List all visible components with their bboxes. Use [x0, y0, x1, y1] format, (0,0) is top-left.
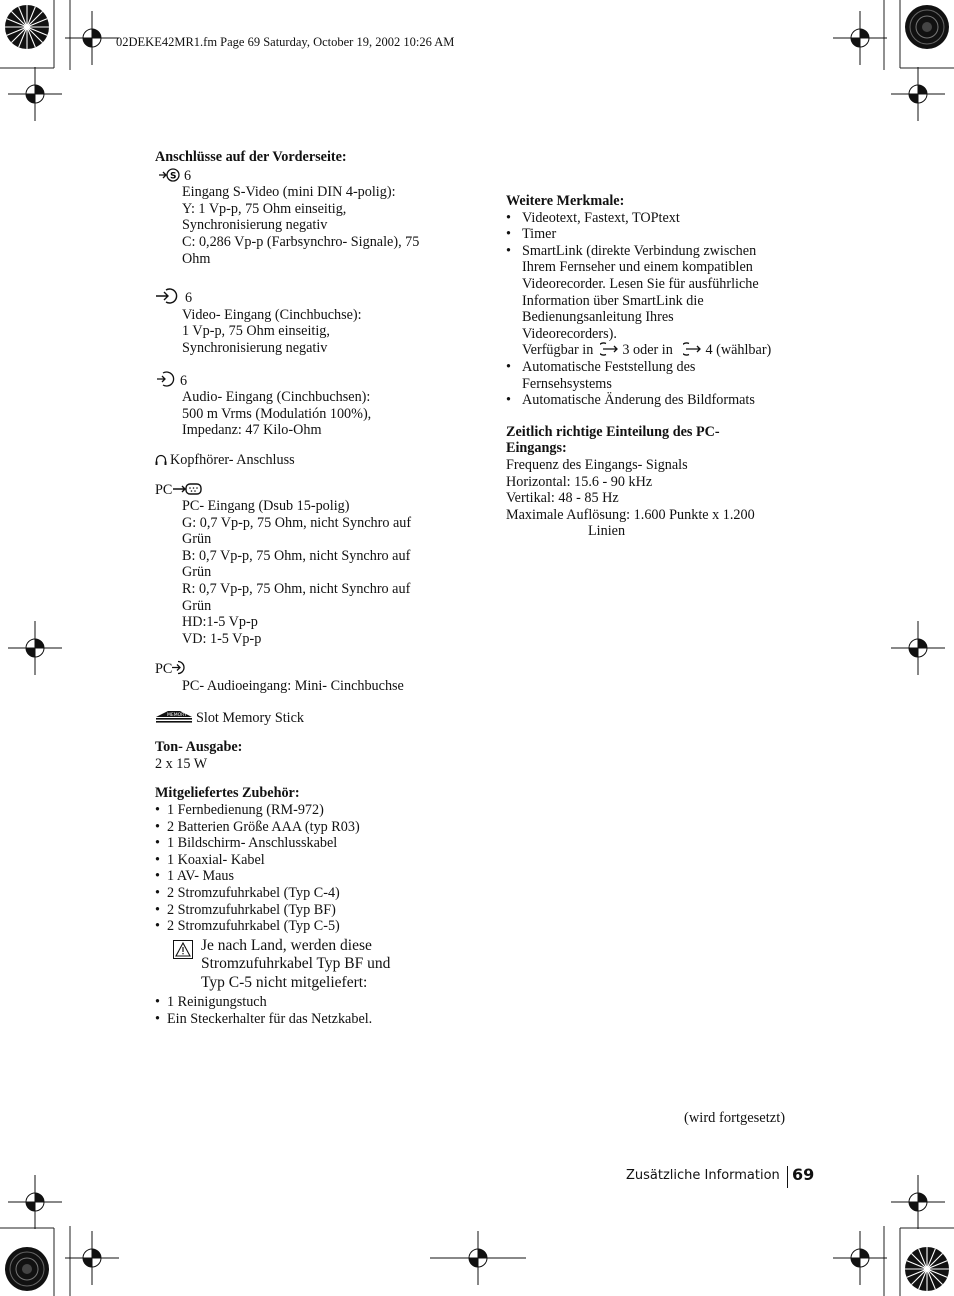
- av4-input-icon: [683, 342, 705, 356]
- list-item: • 2 Stromzufuhrkabel (Typ C-4): [155, 884, 340, 901]
- spec-line: R: 0,7 Vp-p, 75 Ohm, nicht Synchro auf: [182, 581, 411, 598]
- headphones-icon: [155, 453, 167, 466]
- sunburst-bottom-left: [3, 1245, 51, 1293]
- timing-line: Vertikal: 48 - 85 Hz: [506, 490, 619, 507]
- spec-line: HD:1-5 Vp-p: [182, 614, 258, 631]
- spec-line: Grün: [182, 564, 212, 581]
- list-item: • SmartLink (direkte Verbindung zwischen Ihrem Fernseher und einem kompatiblen Videorecorder. Lesen Sie für ausführliche Information über SmartLink die Bedienungsanleitung Ihres Videorecorders). Verfügbar in 3 oder in 4 (wählbar): [506, 242, 772, 359]
- spec-line: Ohm: [182, 250, 211, 267]
- list-item: • 1 Fernbedienung (RM-972): [155, 802, 324, 818]
- right-column: [506, 193, 816, 540]
- spec-line: PC- Eingang (Dsub 15-polig): [182, 498, 350, 515]
- spec-line: 500 m Vrms (Modulatión 100%),: [182, 405, 372, 422]
- audio-number: 6: [180, 372, 188, 389]
- crosshair-mark: [833, 11, 887, 65]
- headphone-label: Kopfhörer- Anschluss: [170, 451, 295, 468]
- timing-heading-cont: Eingangs:: [506, 440, 567, 457]
- list-item: • 1 AV- Maus: [155, 868, 235, 885]
- crosshair-mark: [8, 67, 62, 121]
- pc-input-icon: [173, 482, 203, 496]
- accessories-list-continued: [155, 994, 455, 1027]
- left-column: [155, 149, 455, 1027]
- list-item: • 2 Stromzufuhrkabel (Typ BF): [155, 901, 336, 918]
- spec-line: Synchronisierung negativ: [182, 339, 328, 356]
- crosshair-mark: [430, 1231, 526, 1285]
- spec-line: PC- Audioeingang: Mini- Cinchbuchse: [182, 678, 404, 695]
- timing-line: Frequenz des Eingangs- Signals: [506, 456, 688, 473]
- video-number: 6: [185, 290, 193, 307]
- crosshair-mark: [891, 621, 945, 675]
- spec-line: Impedanz: 47 Kilo-Ohm: [182, 422, 322, 439]
- accessories-list: [155, 802, 455, 935]
- list-item: • 2 Stromzufuhrkabel (Typ C-5): [155, 918, 340, 935]
- spec-line: Grün: [182, 531, 212, 548]
- timing-line: Horizontal: 15.6 - 90 kHz: [506, 473, 653, 490]
- page-number: 69: [792, 1165, 815, 1184]
- svg-text:S: S: [170, 171, 177, 182]
- file-header: 02DEKE42MR1.fm Page 69 Saturday, October 19, 2002 10:26 AM: [116, 35, 455, 49]
- list-item: • Timer: [506, 226, 557, 243]
- spec-line: Video- Eingang (Cinchbuchse):: [182, 306, 362, 323]
- spec-line: G: 0,7 Vp-p, 75 Ohm, nicht Synchro auf: [182, 514, 412, 531]
- crosshair-mark: [891, 67, 945, 121]
- sound-output-heading: Ton- Ausgabe:: [155, 739, 243, 756]
- video-input-icon: [156, 288, 182, 304]
- crosshair-mark: [833, 1231, 887, 1285]
- s-video-number: 6: [184, 167, 192, 184]
- timing-line: Linien: [588, 523, 626, 540]
- timing-line: Maximale Auflösung: 1.600 Punkte x 1.200: [506, 506, 755, 523]
- pc-audio-input-icon: [172, 660, 190, 675]
- section-title: Zusätzliche Information: [626, 1168, 780, 1183]
- footer-divider: [787, 1166, 788, 1188]
- pc-label: PC: [155, 481, 173, 498]
- sound-output-value: 2 x 15 W: [155, 755, 208, 772]
- front-connectors-heading: Anschlüsse auf der Vorderseite:: [155, 149, 347, 165]
- list-item: • 2 Batterien Größe AAA (typ R03): [155, 818, 360, 835]
- spec-line: C: 0,286 Vp-p (Farbsynchro- Signale), 75: [182, 233, 420, 250]
- warning-line: Stromzufuhrkabel Typ BF und: [201, 955, 391, 973]
- continued-note: (wird fortgesetzt): [684, 1110, 786, 1126]
- list-item: • Automatische Feststellung des Fernsehsystems: [506, 358, 696, 392]
- list-item: • Automatische Änderung des Bildformats: [506, 392, 755, 409]
- list-item: • 1 Koaxial- Kabel: [155, 851, 265, 868]
- warning-icon: [173, 940, 193, 959]
- crosshair-mark: [65, 11, 119, 65]
- spec-line: Eingang S-Video (mini DIN 4-polig):: [182, 184, 396, 201]
- crosshair-mark: [65, 1231, 119, 1285]
- pc-audio-label: PC: [155, 661, 173, 678]
- warning-note: [173, 937, 455, 993]
- sunburst-bottom-right: [903, 1245, 951, 1293]
- spec-line: 1 Vp-p, 75 Ohm einseitig,: [182, 323, 330, 340]
- crosshair-mark: [8, 1175, 62, 1229]
- spec-line: Y: 1 Vp-p, 75 Ohm einseitig,: [182, 200, 347, 217]
- list-item: • 1 Reinigungstuch: [155, 994, 267, 1011]
- audio-input-icon: [157, 371, 177, 387]
- memory-stick-label: Slot Memory Stick: [196, 709, 304, 726]
- crosshair-mark: [8, 621, 62, 675]
- spec-line: B: 0,7 Vp-p, 75 Ohm, nicht Synchro auf: [182, 547, 411, 564]
- s-video-input-icon: [159, 168, 181, 182]
- timing-heading: Zeitlich richtige Einteilung des PC-: [506, 423, 720, 440]
- spec-line: Audio- Eingang (Cinchbuchsen):: [182, 389, 371, 406]
- warning-line: Je nach Land, werden diese: [201, 936, 372, 954]
- spec-line: Grün: [182, 597, 212, 614]
- sunburst-top-right: [903, 3, 951, 51]
- crosshair-mark: [891, 1175, 945, 1229]
- list-item: • Videotext, Fastext, TOPtext: [506, 209, 680, 226]
- list-item: • Ein Steckerhalter für das Netzkabel.: [155, 1010, 373, 1027]
- spec-line: VD: 1-5 Vp-p: [182, 630, 262, 647]
- warning-line: Typ C-5 nicht mitgeliefert:: [201, 973, 368, 991]
- list-item: • 1 Bildschirm- Anschlusskabel: [155, 835, 338, 852]
- memory-stick-icon: [155, 708, 193, 724]
- features-heading: Weitere Merkmale:: [506, 193, 625, 209]
- svg-text:MEMORY: MEMORY: [167, 712, 187, 718]
- spec-line: Synchronisierung negativ: [182, 217, 328, 234]
- av3-input-icon: [600, 342, 622, 356]
- accessories-heading: Mitgeliefertes Zubehör:: [155, 785, 300, 802]
- sunburst-top-left: [3, 3, 51, 51]
